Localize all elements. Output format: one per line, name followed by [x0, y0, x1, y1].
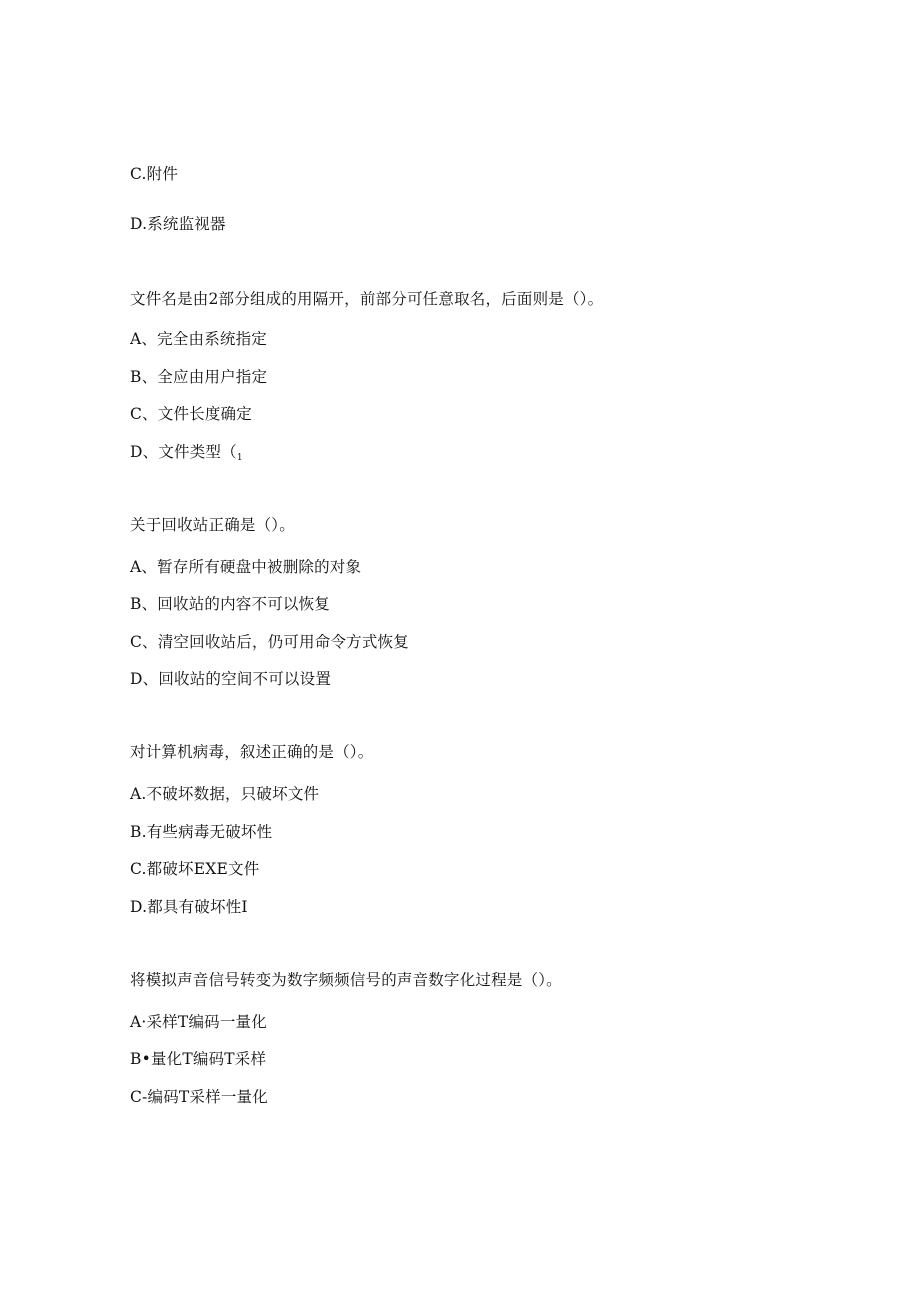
q4-option-b: B•量化T编码T采样 — [130, 1050, 267, 1068]
q1-option-a: A、完全由系统指定 — [130, 330, 267, 348]
q3-option-c: C.都破坏EXE文件 — [130, 860, 260, 878]
q2-option-b: B、回收站的内容不可以恢复 — [130, 595, 330, 613]
q1-option-c: C、文件长度确定 — [130, 405, 252, 423]
q3-option-a: A.不破坏数据，只破坏文件 — [130, 785, 320, 803]
q2-option-d: D、回收站的空间不可以设置 — [130, 670, 332, 688]
question-recycle-bin: 关于回收站正确是（）。 — [130, 516, 295, 534]
option-c-attachment: C.附件 — [130, 165, 179, 183]
q2-option-a: A、暂存所有硬盘中被删除的对象 — [130, 558, 362, 576]
q1-option-d-text: D、文件类型（ — [130, 443, 237, 461]
q3-option-d: D.都具有破坏性I — [130, 898, 248, 916]
q3-option-b: B.有些病毒无破坏性 — [130, 823, 273, 841]
question-virus: 对计算机病毒，叙述正确的是（）。 — [130, 743, 374, 761]
q1-option-b: B、全应由用户指定 — [130, 368, 268, 386]
option-d-system-monitor: D.系统监视器 — [130, 215, 226, 233]
question-filename: 文件名是由2部分组成的用隔开，前部分可任意取名，后面则是（）。 — [130, 290, 604, 308]
q4-option-a: A·采样T编码一量化 — [130, 1013, 267, 1031]
question-audio-digitization: 将模拟声音信号转变为数字频频信号的声音数字化过程是（）。 — [130, 971, 562, 989]
q4-option-c: C-编码T采样一量化 — [130, 1088, 268, 1106]
q2-option-c: C、清空回收站后，仍可用命令方式恢复 — [130, 633, 409, 651]
q1-option-d — [130, 442, 243, 468]
q1-option-d-subscript: 1 — [236, 453, 243, 463]
